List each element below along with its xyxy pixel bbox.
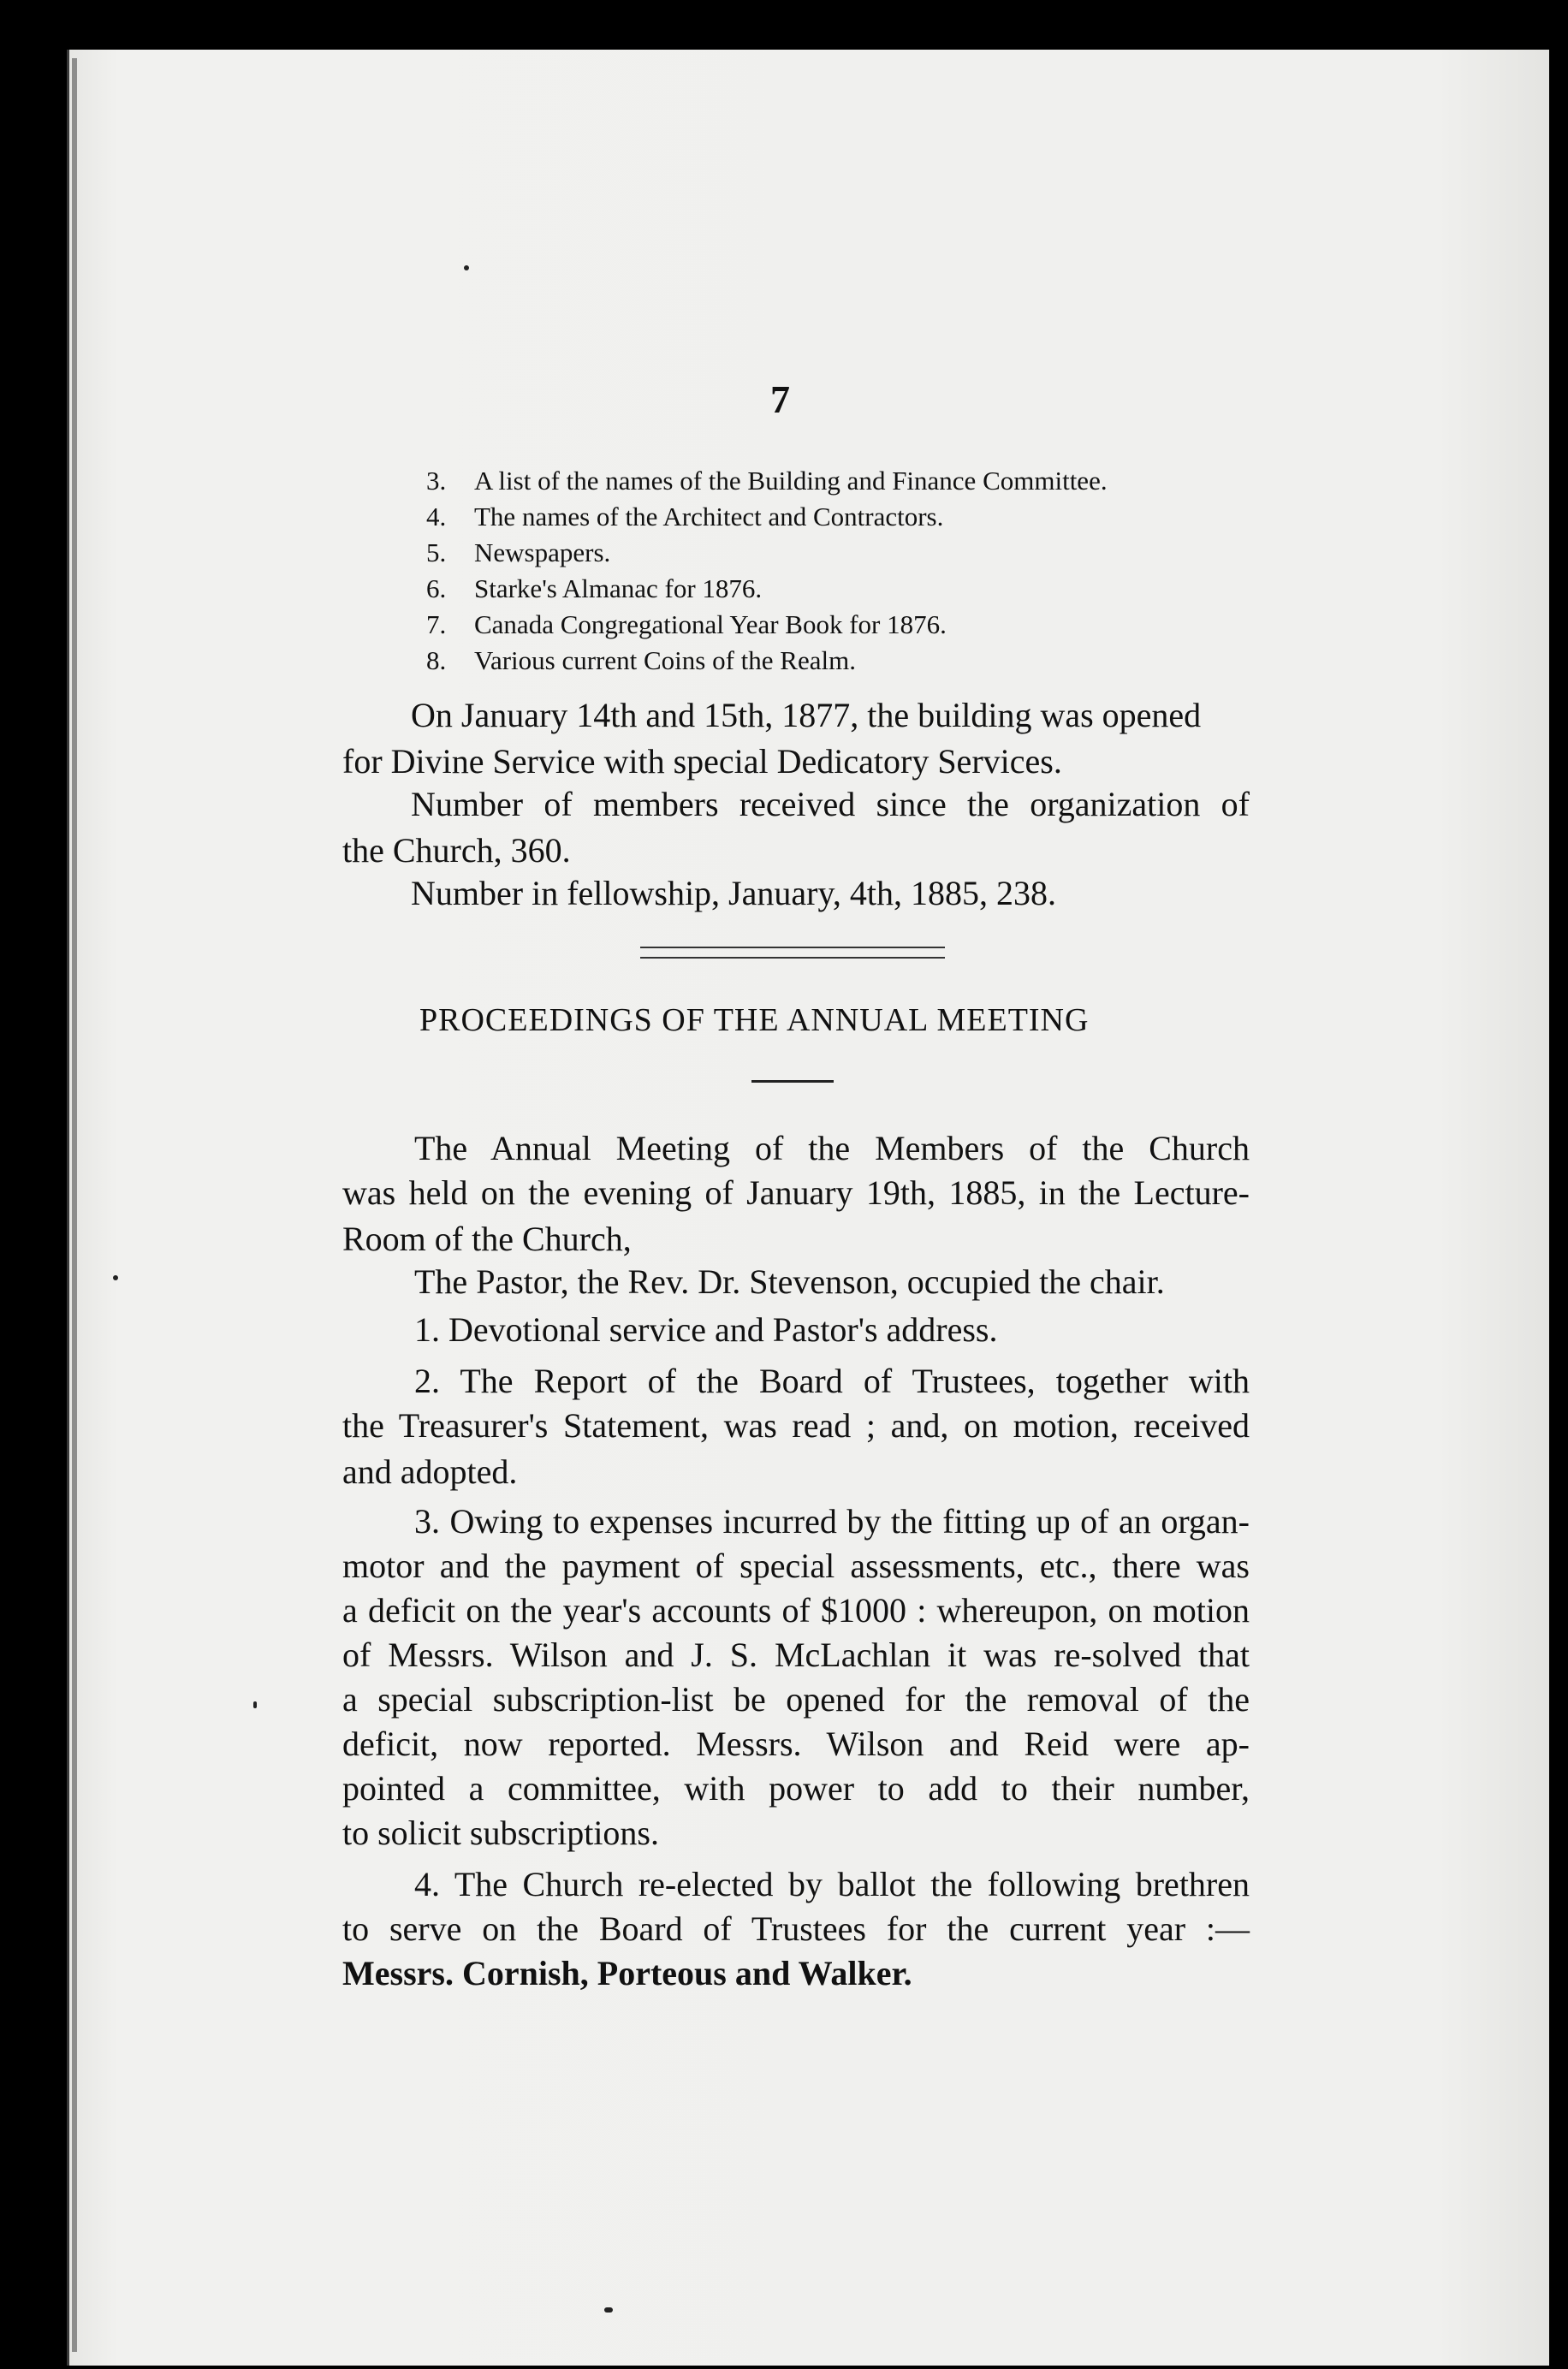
binding-shadow — [72, 58, 77, 2352]
page-number: 7 — [770, 377, 790, 421]
paragraph-opening-line: On January 14th and 15th, 1877, the building was opened — [411, 696, 1202, 734]
paragraph-item-two-line: the Treasurer's Statement, was read ; and, on motion, received — [342, 1406, 1250, 1445]
paragraph-item-three-line: motor and the payment of special assessments, etc., there was — [342, 1547, 1250, 1585]
paragraph-item-one-line: 1. Devotional service and Pastor's address. — [414, 1310, 998, 1349]
paragraph-item-three-line: pointed a committee, with power to add to their number, — [342, 1769, 1250, 1808]
paragraph-item-two-line: 2. The Report of the Board of Trustees, together with — [414, 1362, 1250, 1400]
list-item-text: A list of the names of the Building and Finance Committee. — [474, 466, 1108, 496]
paragraph-item-three-line: a special subscription-list be opened for the removal of the — [342, 1680, 1250, 1719]
paragraph-members-line: Number of members received since the organization of — [411, 785, 1250, 823]
page-edge — [67, 50, 69, 2366]
list-item-number: 3. — [426, 466, 447, 496]
list-item-number: 7. — [426, 609, 447, 639]
ink-speck — [253, 1701, 257, 1708]
list-item-number: 4. — [426, 502, 447, 531]
paragraph-item-three-line: a deficit on the year's accounts of $1000 : whereupon, on motion — [342, 1591, 1250, 1630]
list-item-text: Newspapers. — [474, 537, 611, 567]
double-rule-divider — [640, 947, 945, 959]
paragraph-meeting-line: was held on the evening of January 19th, 1885, in the Lecture- — [342, 1173, 1250, 1212]
paragraph-item-four-line: to serve on the Board of Trustees for the current year :— — [342, 1909, 1250, 1948]
list-item-text: The names of the Architect and Contractors. — [474, 502, 944, 531]
paragraph-meeting-line: Room of the Church, — [342, 1220, 632, 1258]
paragraph-opening-line: for Divine Service with special Dedicatory Services. — [342, 742, 1062, 781]
paragraph-members-line: the Church, 360. — [342, 831, 571, 870]
paragraph-pastor-line: The Pastor, the Rev. Dr. Stevenson, occupied the chair. — [414, 1262, 1165, 1301]
paragraph-item-three-line: to solicit subscriptions. — [342, 1814, 659, 1852]
ink-speck — [113, 1275, 118, 1280]
list-item-text: Canada Congregational Year Book for 1876. — [474, 609, 947, 639]
list-item-text: Various current Coins of the Realm. — [474, 645, 856, 675]
list-item-number: 8. — [426, 645, 447, 675]
list-item-text: Starke's Almanac for 1876. — [474, 573, 763, 603]
list-item-number: 6. — [426, 573, 447, 603]
paragraph-item-four-line: Messrs. Cornish, Porteous and Walker. — [342, 1954, 912, 1992]
ink-speck — [464, 265, 469, 270]
paragraph-item-three-line: of Messrs. Wilson and J. S. McLachlan it was re-solved that — [342, 1636, 1250, 1674]
paragraph-meeting-line: The Annual Meeting of the Members of the Church — [414, 1129, 1250, 1167]
paragraph-item-two-line: and adopted. — [342, 1452, 518, 1491]
paragraph-item-four-line: 4. The Church re-elected by ballot the following brethren — [414, 1865, 1250, 1903]
paragraph-fellowship-line: Number in fellowship, January, 4th, 1885, 238. — [411, 874, 1056, 912]
section-heading: PROCEEDINGS OF THE ANNUAL MEETING — [419, 1002, 1090, 1038]
ink-speck — [604, 2307, 613, 2313]
list-item-number: 5. — [426, 537, 447, 567]
paragraph-item-three-line: deficit, now reported. Messrs. Wilson and Reid were ap- — [342, 1725, 1250, 1763]
short-rule-divider — [751, 1080, 834, 1083]
paragraph-item-three-line: 3. Owing to expenses incurred by the fitting up of an organ- — [414, 1502, 1250, 1541]
